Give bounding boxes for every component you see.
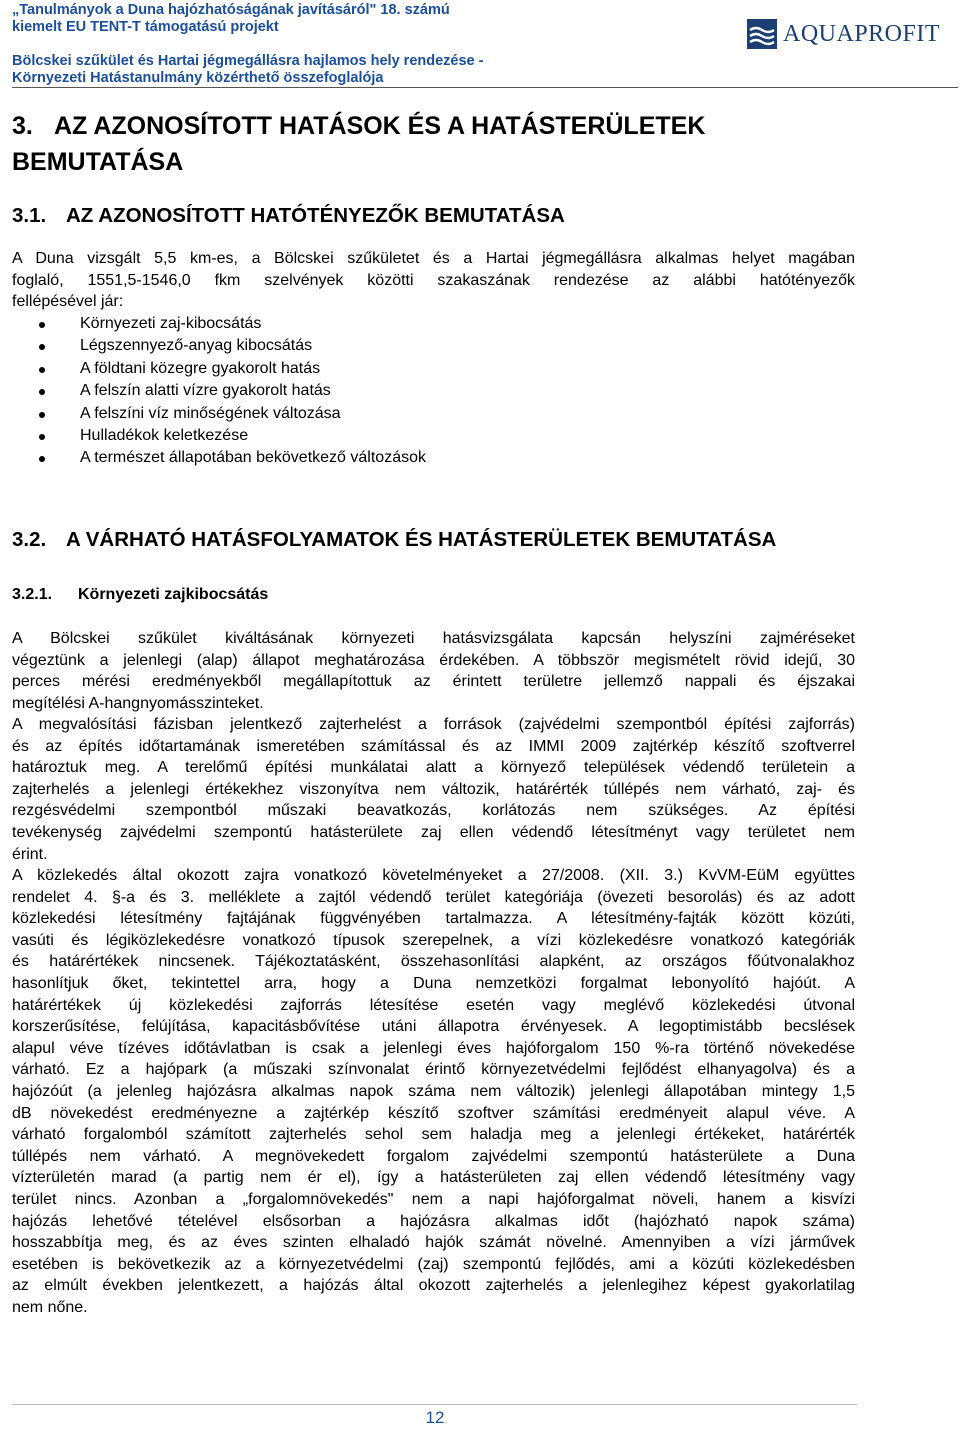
paragraph-line: vízterületén marad (a partig nem ér el), így a hatásterületen zaj ellen védendő létesítmény vagy [12,1169,855,1187]
paragraph-line: vasúti és légiközlekedésre vonatkozó típusok szerepelnek, a vízi közlekedésre vonatkozó kategóriák [12,931,855,949]
paragraph-line: dB növekedést eredményezne a zajtérkép készítő szoftver számítási eredményeit alapul véve. A [12,1104,855,1122]
list-item-text: A felszín alatti vízre gyakorolt hatás [80,382,331,400]
paragraph-line: és az építés időtartamának ismeretében számítással és az IMMI 2009 zajtérkép készítő szoftverrel [12,737,855,755]
list-item [12,425,426,447]
aquaprofit-logo [747,16,940,52]
paragraph-line: nem nőne. [12,1298,88,1316]
wave-logo-icon [747,19,777,49]
list-item [12,335,426,357]
paragraph-line: várható forgalomból számított zajterhelés sehol sem haladja meg a jelenlegi értékeket, határérték [12,1126,855,1144]
list-item-text: Hulladékok keletkezése [80,426,249,444]
list-item [12,403,426,425]
paragraph-line: határoztuk meg. A terelőmű építési munkálatai alatt a környező települések védendő területein a [12,759,855,777]
list-item [12,358,426,380]
intro-line: fellépésével jár: [12,293,124,311]
impact-factor-list [12,313,426,470]
paragraph-line: perces mérési eredményekből megállapítottuk az érintett területre jellemző nappali és éjszakai [12,673,855,691]
section-3-2-1-heading [12,586,268,604]
paragraph-line: hosszabbítja meg, és az éves szinten elhaladó hajók számát növelné. Amennyiben a vízi járművek [12,1234,855,1252]
paragraph-line: várható. Ez a hajópark (a műszaki színvonalat érintő környezetvédelmi fejlődést elhanyagolva) és a [12,1061,855,1079]
paragraph-line: rendelet 4. §-a és 3. melléklete a zajtól védendő terület kategóriája (övezeti besorolás) és az adott [12,888,855,906]
paragraph-line: és határértékek nincsenek. Tájékoztatásként, összehasonlítási alapként, az országos főútvonalakhoz [12,953,855,971]
section-3-heading [12,108,932,180]
list-item-text: Környezeti zaj-kibocsátás [80,315,262,332]
section-3-2-title: A VÁRHATÓ HATÁSFOLYAMATOK ÉS HATÁSTERÜLETEK BEMUTATÁSA [66,528,777,551]
paragraph-line: zajterhelés a jelenlegi értékekhez viszonyítva nem változik, határérték túllépés nem várható, zaj- és [12,780,855,798]
header-divider [12,87,958,88]
section-3-1-number: 3.1. [12,204,47,227]
paragraph-line: hajózóút (a jelenleg hajózásra alkalmas napok száma nem változik) jelenlegi állapotában mintegy 1,5 [12,1082,855,1100]
paragraph-line: hajózás lehetővé tételével elsősorban a hajózásra alkalmas időt (hajózható napok száma) [12,1212,855,1230]
paragraph-line: hasonlítjuk őket, tekintettel arra, hogy a Duna nemzetközi forgalmat lebonyolító hajóút. A [12,974,855,992]
page-header [12,0,952,88]
bullet-icon [39,367,45,373]
paragraph-line: az elmúlt években jelentkezett, a hajózás által okozott zajterhelés a jelenlegihez képest gyakorlatilag [12,1277,855,1295]
paragraph-line: tevékenység zajvédelmi szempontú hatásterülete zaj ellen védendő létesítményt vagy területet nem [12,823,855,841]
list-item-text: A felszíni víz minőségének változása [80,404,341,422]
section-3-title-line2: BEMUTATÁSA [12,148,184,176]
header-document-title-line2: Környezeti Hatástanulmány közérthető összefoglalója [12,70,384,86]
section-3-2-1-number: 3.2.1. [12,586,53,603]
paragraph-line: alapul véve tízéves időtávlatban is csak a jelenlegi éves hajóforgalom 150 %-ra történő növekedése [12,1039,855,1057]
header-document-title-line1: Bölcskei szűkület és Hartai jégmegállásra hajlamos hely rendezése - [12,53,484,69]
paragraph-3 [12,865,855,1318]
paragraph-line: rezgésvédelmi szempontból műszaki beavatkozás, korlátozás nem szükséges. Az építési [12,802,855,820]
list-item [12,447,426,469]
section-3-2-number: 3.2. [12,528,47,551]
paragraph-line: végeztünk a jelenlegi (alap) állapot meghatározása érdekében. A többször megismételt rövid idejű, 30 [12,651,855,669]
section-3-number: 3. [12,112,33,140]
list-item-text: A földtani közegre gyakorolt hatás [80,359,321,377]
paragraph-line: esetében is bekövetkezik az a környezetvédelmi (zaj) szempontú fejlődés, ami a közúti közlekedésben [12,1255,855,1273]
page-number: 12 [425,1408,445,1427]
footer-divider [12,1404,857,1405]
paragraph-2 [12,714,855,865]
intro-line: foglaló, 1551,5-1546,0 fkm szelvények közötti szakaszának rendezése az alábbi hatótényezők [12,271,855,289]
paragraph-line: korszerűsítése, felújítása, kapacitásbővítése utáni állapotra érvényesek. A legoptimistább becslések [12,1018,855,1036]
paragraph-line: A megvalósítási fázisban jelentkező zajterhelést a források (zajvédelmi szempontból építési zajforrás) [12,716,855,733]
bullet-icon [39,322,45,328]
intro-line: A Duna vizsgált 5,5 km-es, a Bölcskei szűkületet és a Hartai jégmegállásra alkalmas helyet magában [12,250,855,267]
section-3-2-1-title: Környezeti zajkibocsátás [78,586,269,603]
header-project-title-line2: kiemelt EU TENT-T támogatású projekt [12,19,279,35]
paragraph-line: A közlekedés által okozott zajra vonatkozó követelményeket a 27/2008. (XII. 3.) KvVM-EüM együttes [12,867,855,884]
bullet-icon [39,434,45,440]
bullet-icon [39,389,45,395]
paragraph-line: megítélési A-hangnyomásszinteket. [12,694,264,712]
list-item-text: Légszennyező-anyag kibocsátás [80,337,313,355]
paragraph-line: határértékek új közlekedési zajforrás létesítése esetén vagy meglévő közlekedési útvonal [12,996,855,1014]
section-3-1-intro [12,248,855,313]
section-3-1-heading [12,204,565,228]
list-item [12,313,426,335]
logo-text: AQUAPROFIT [782,20,940,47]
paragraph-line: terület nincs. Azonban a „forgalomnövekedés" nem a napi hajóforgalmat növeli, hanem a kisvízi [12,1190,855,1208]
section-3-2-heading [12,528,776,552]
bullet-icon [39,456,45,462]
paragraph-line: közlekedési létesítmény fajtájának függvényében tartalmazza. A létesítmény-fajták között közúti, [12,910,855,928]
bullet-icon [39,344,45,350]
section-3-title-line1: AZ AZONOSÍTOTT HATÁSOK ÉS A HATÁSTERÜLETEK [54,112,706,140]
paragraph-1 [12,628,855,714]
paragraph-line: túllépés nem várható. A megnövekedett forgalom zajvédelmi szempontú hatásterülete a Duna [12,1147,855,1165]
paragraph-line: A Bölcskei szűkület kiváltásának környezeti hatásvizsgálata kapcsán helyszíni zajméréseket [12,630,855,647]
paragraph-line: érint. [12,845,48,863]
header-project-title-line1: „Tanulmányok a Duna hajózhatóságának javításáról" 18. számú [12,2,450,18]
section-3-1-title: AZ AZONOSÍTOTT HATÓTÉNYEZŐK BEMUTATÁSA [66,204,565,227]
list-item-text: A természet állapotában bekövetkező változások [80,449,426,467]
list-item [12,380,426,402]
bullet-icon [39,412,45,418]
